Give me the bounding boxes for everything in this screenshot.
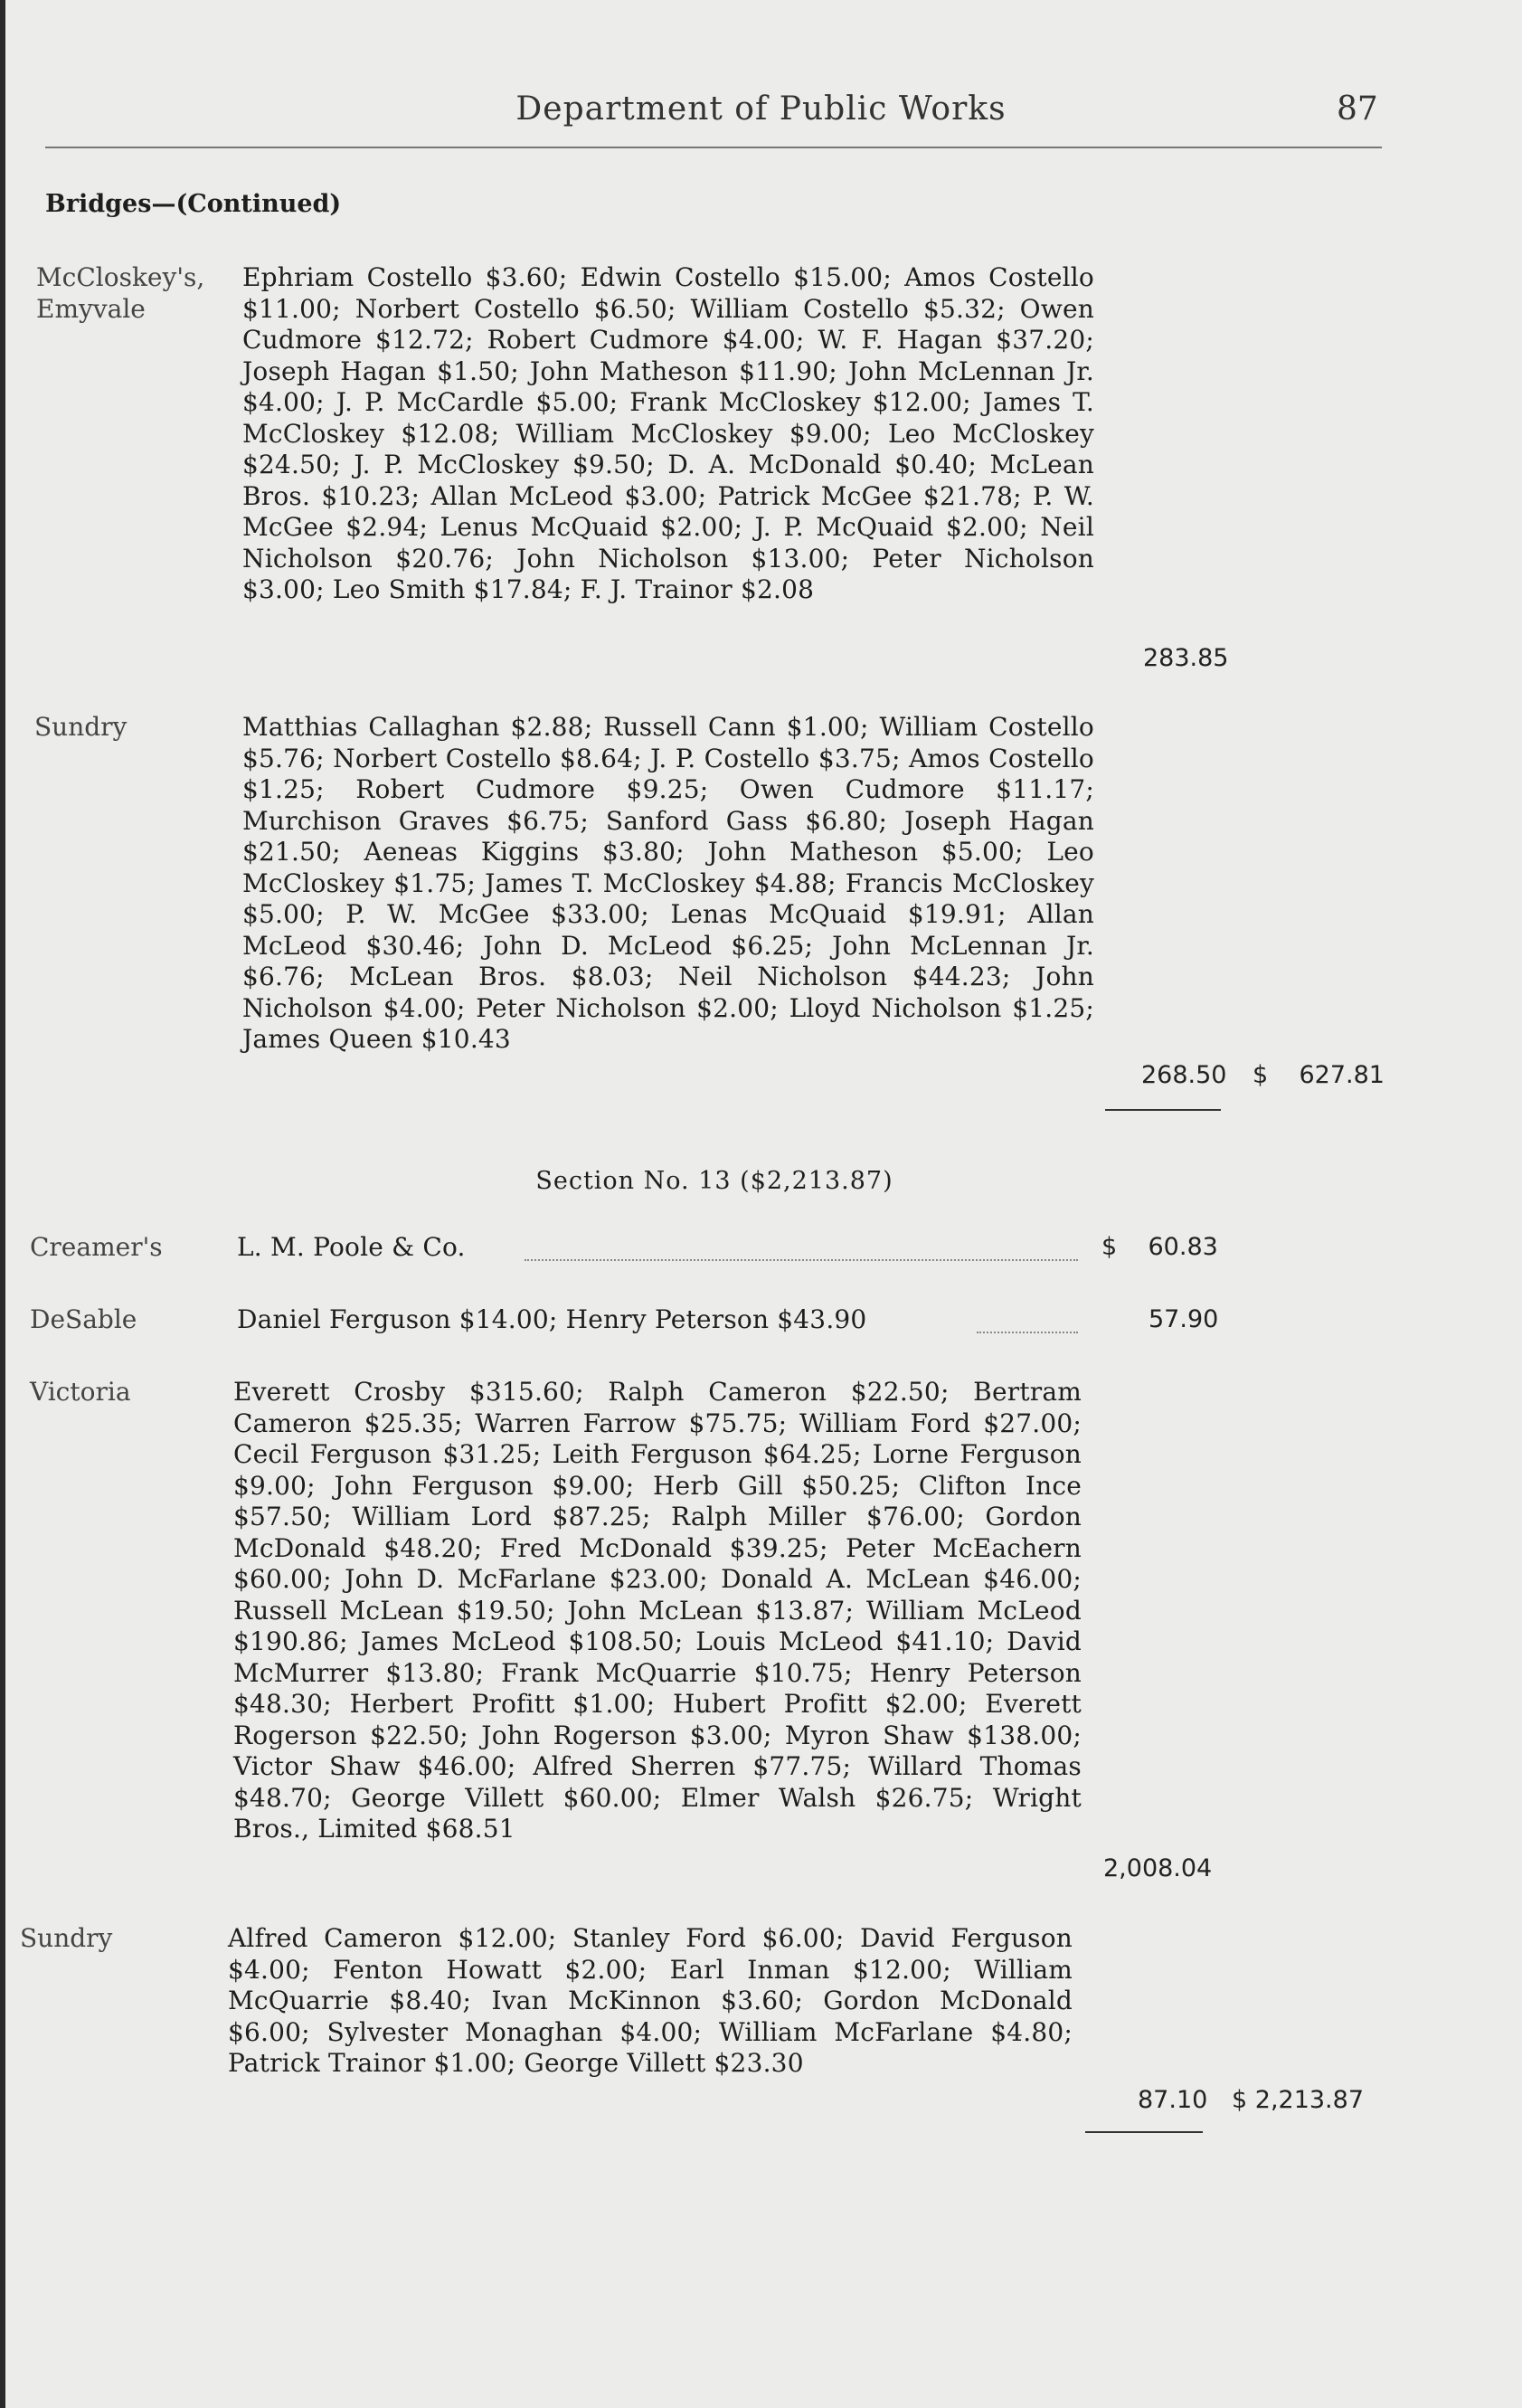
- entry-text-sundry-b: Alfred Cameron $12.00; Stanley Ford $6.00; David Ferguson $4.00; Fenton Howatt $2.00; Earl Inman $12.00; William McQuarrie $8.40; Ivan McKinnon $3.60; Gordon McDonald $6.00; Sylvester Monaghan $4.00; William McFarlane $4.80; Patrick Trainor $1.00; George Villett $23.30: [228, 1923, 1073, 2078]
- entry-amount-sundry-a: 268.50: [1141, 1061, 1227, 1089]
- entry-text-sundry-a: Matthias Callaghan $2.88; Russell Cann $1.00; William Costello $5.76; Norbert Costello $8.64; J. P. Costello $3.75; Amos Costello $1.25; Robert Cudmore $9.25; Owen Cudmore $11.17; Murchison Graves $6.75; Sanford Gass $6.80; Joseph Hagan $21.50; Aeneas Kiggins $3.80; John Matheson $5.00; Leo McCloskey $1.75; James T. McCloskey $4.88; Francis McCloskey $5.00; P. W. McGee $33.00; Lenas McQuaid $19.91; Allan McLeod $30.46; John D. McLeod $6.25; John McLennan Jr. $6.76; McLean Bros. $8.03; Neil Nicholson $44.23; John Nicholson $4.00; Peter Nicholson $2.00; Lloyd Nicholson $1.25; James Queen $10.43: [242, 712, 1094, 1054]
- entry-amount-sundry-b: 87.10: [1138, 2086, 1208, 2114]
- entry-text-creamers: L. M. Poole & Co.: [237, 1232, 466, 1262]
- header-rule: [45, 147, 1382, 148]
- entry-label-mccloskeys-emyvale: McCloskey's, Emyvale: [36, 262, 205, 324]
- subtotal-rule-b: [1085, 2131, 1203, 2133]
- entry-label-sundry-a: Sundry: [34, 712, 128, 742]
- entry-text-mccloskeys-emyvale: Ephriam Costello $3.60; Edwin Costello $15.00; Amos Costello $11.00; Norbert Costello $6.50; William Costello $5.32; Owen Cudmore $12.72; Robert Cudmore $4.00; W. F. Hagan $37.20; Joseph Hagan $1.50; John Matheson $11.90; John McLennan Jr. $4.00; J. P. McCardle $5.00; Frank McCloskey $12.00; James T. McCloskey $12.08; William McCloskey $9.00; Leo McCloskey $24.50; J. P. McCloskey $9.50; D. A. McDonald $0.40; McLean Bros. $10.23; Allan McLeod $3.00; Patrick McGee $21.78; P. W. McGee $2.94; Lenus McQuaid $2.00; J. P. McQuaid $2.00; Neil Nicholson $20.76; John Nicholson $13.00; Peter Nicholson $3.00; Leo Smith $17.84; F. J. Trainor $2.08: [242, 262, 1094, 604]
- running-header-title: Department of Public Works: [515, 90, 1007, 128]
- subsection-heading: Section No. 13 ($2,213.87): [535, 1167, 893, 1195]
- entry-amount-desable: 57.90: [1149, 1305, 1219, 1333]
- entry-label-creamers: Creamer's: [30, 1232, 163, 1262]
- entry-label-sundry-b: Sundry: [20, 1923, 113, 1953]
- entry-amount-mccloskeys-emyvale: 283.85: [1143, 644, 1229, 672]
- entry-text-victoria: Everett Crosby $315.60; Ralph Cameron $22.50; Bertram Cameron $25.35; Warren Farrow $75.75; William Ford $27.00; Cecil Ferguson $31.25; Leith Ferguson $64.25; Lorne Ferguson $9.00; John Ferguson $9.00; Herb Gill $50.25; Clifton Ince $57.50; William Lord $87.25; Ralph Miller $76.00; Gordon McDonald $48.20; Fred McDonald $39.25; Peter McEachern $60.00; John D. McFarlane $23.00; Donald A. McLean $46.00; Russell McLean $19.50; John McLean $13.87; William McLeod $190.86; James McLeod $108.50; Louis McLeod $41.10; David McMurrer $13.80; Frank McQuarrie $10.75; Henry Peterson $48.30; Herbert Profitt $1.00; Hubert Profitt $2.00; Everett Rogerson $22.50; John Rogerson $3.00; Myron Shaw $138.00; Victor Shaw $46.00; Alfred Sherren $77.75; Willard Thomas $48.70; George Villett $60.00; Elmer Walsh $26.75; Wright Bros., Limited $68.51: [233, 1377, 1082, 1844]
- section-total-b: $ 2,213.87: [1232, 2086, 1364, 2114]
- entry-label-victoria: Victoria: [30, 1377, 131, 1407]
- entry-amount-creamers: $ 60.83: [1101, 1233, 1218, 1261]
- leader-dots-creamers: [525, 1257, 1078, 1261]
- entry-label-desable: DeSable: [30, 1304, 137, 1334]
- page-number: 87: [1337, 90, 1378, 128]
- section-heading: Bridges—(Continued): [45, 190, 342, 218]
- entry-text-desable: Daniel Ferguson $14.00; Henry Peterson $43.90: [237, 1304, 867, 1334]
- subtotal-rule-a: [1105, 1109, 1221, 1111]
- entry-amount-victoria: 2,008.04: [1103, 1854, 1213, 1882]
- page-edge-shadow: [0, 0, 5, 2408]
- section-total-a: $ 627.81: [1253, 1061, 1385, 1089]
- leader-dots-desable: [977, 1330, 1078, 1333]
